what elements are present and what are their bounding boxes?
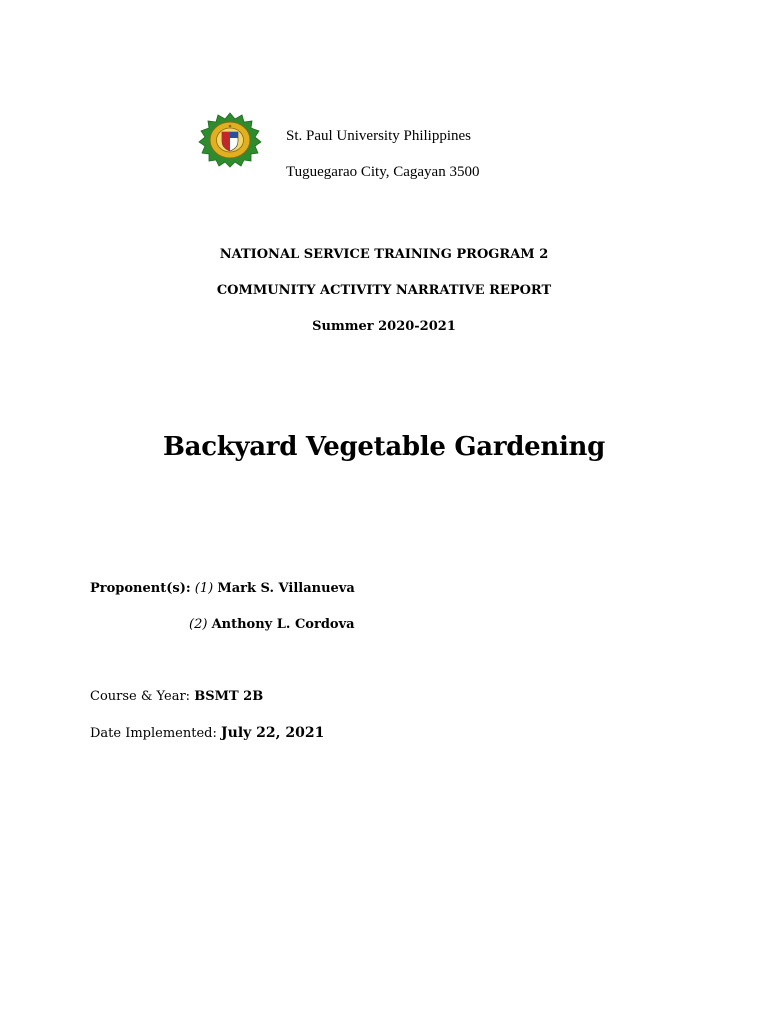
date-value: July 22, 2021 <box>221 725 325 741</box>
date-implemented-row <box>90 725 324 741</box>
report-type: COMMUNITY ACTIVITY NARRATIVE REPORT <box>216 283 552 298</box>
university-seal-icon <box>198 112 262 168</box>
term: Summer 2020-2021 <box>312 319 456 334</box>
proponent-number: (1) <box>194 581 214 596</box>
proponent-row <box>90 581 355 596</box>
course-year-label: Course & Year: <box>90 689 191 704</box>
date-label: Date Implemented: <box>90 726 217 741</box>
proponents-label: Proponent(s): <box>90 581 191 596</box>
seal-shield-blue <box>230 132 238 138</box>
proponent-name: Anthony L. Cordova <box>211 617 355 632</box>
proponent-name: Mark S. Villanueva <box>217 581 355 596</box>
proponent-number: (2) <box>189 617 208 632</box>
seal-dots <box>229 125 232 128</box>
report-title: Backyard Vegetable Gardening <box>162 432 606 462</box>
program-title: NATIONAL SERVICE TRAINING PROGRAM 2 <box>219 247 549 262</box>
proponent-row <box>189 617 355 632</box>
course-year-row <box>90 689 263 704</box>
institution-address: Tuguegarao City, Cagayan 3500 <box>286 164 480 180</box>
course-year-value: BSMT 2B <box>194 689 264 704</box>
institution-name: St. Paul University Philippines <box>286 128 472 144</box>
